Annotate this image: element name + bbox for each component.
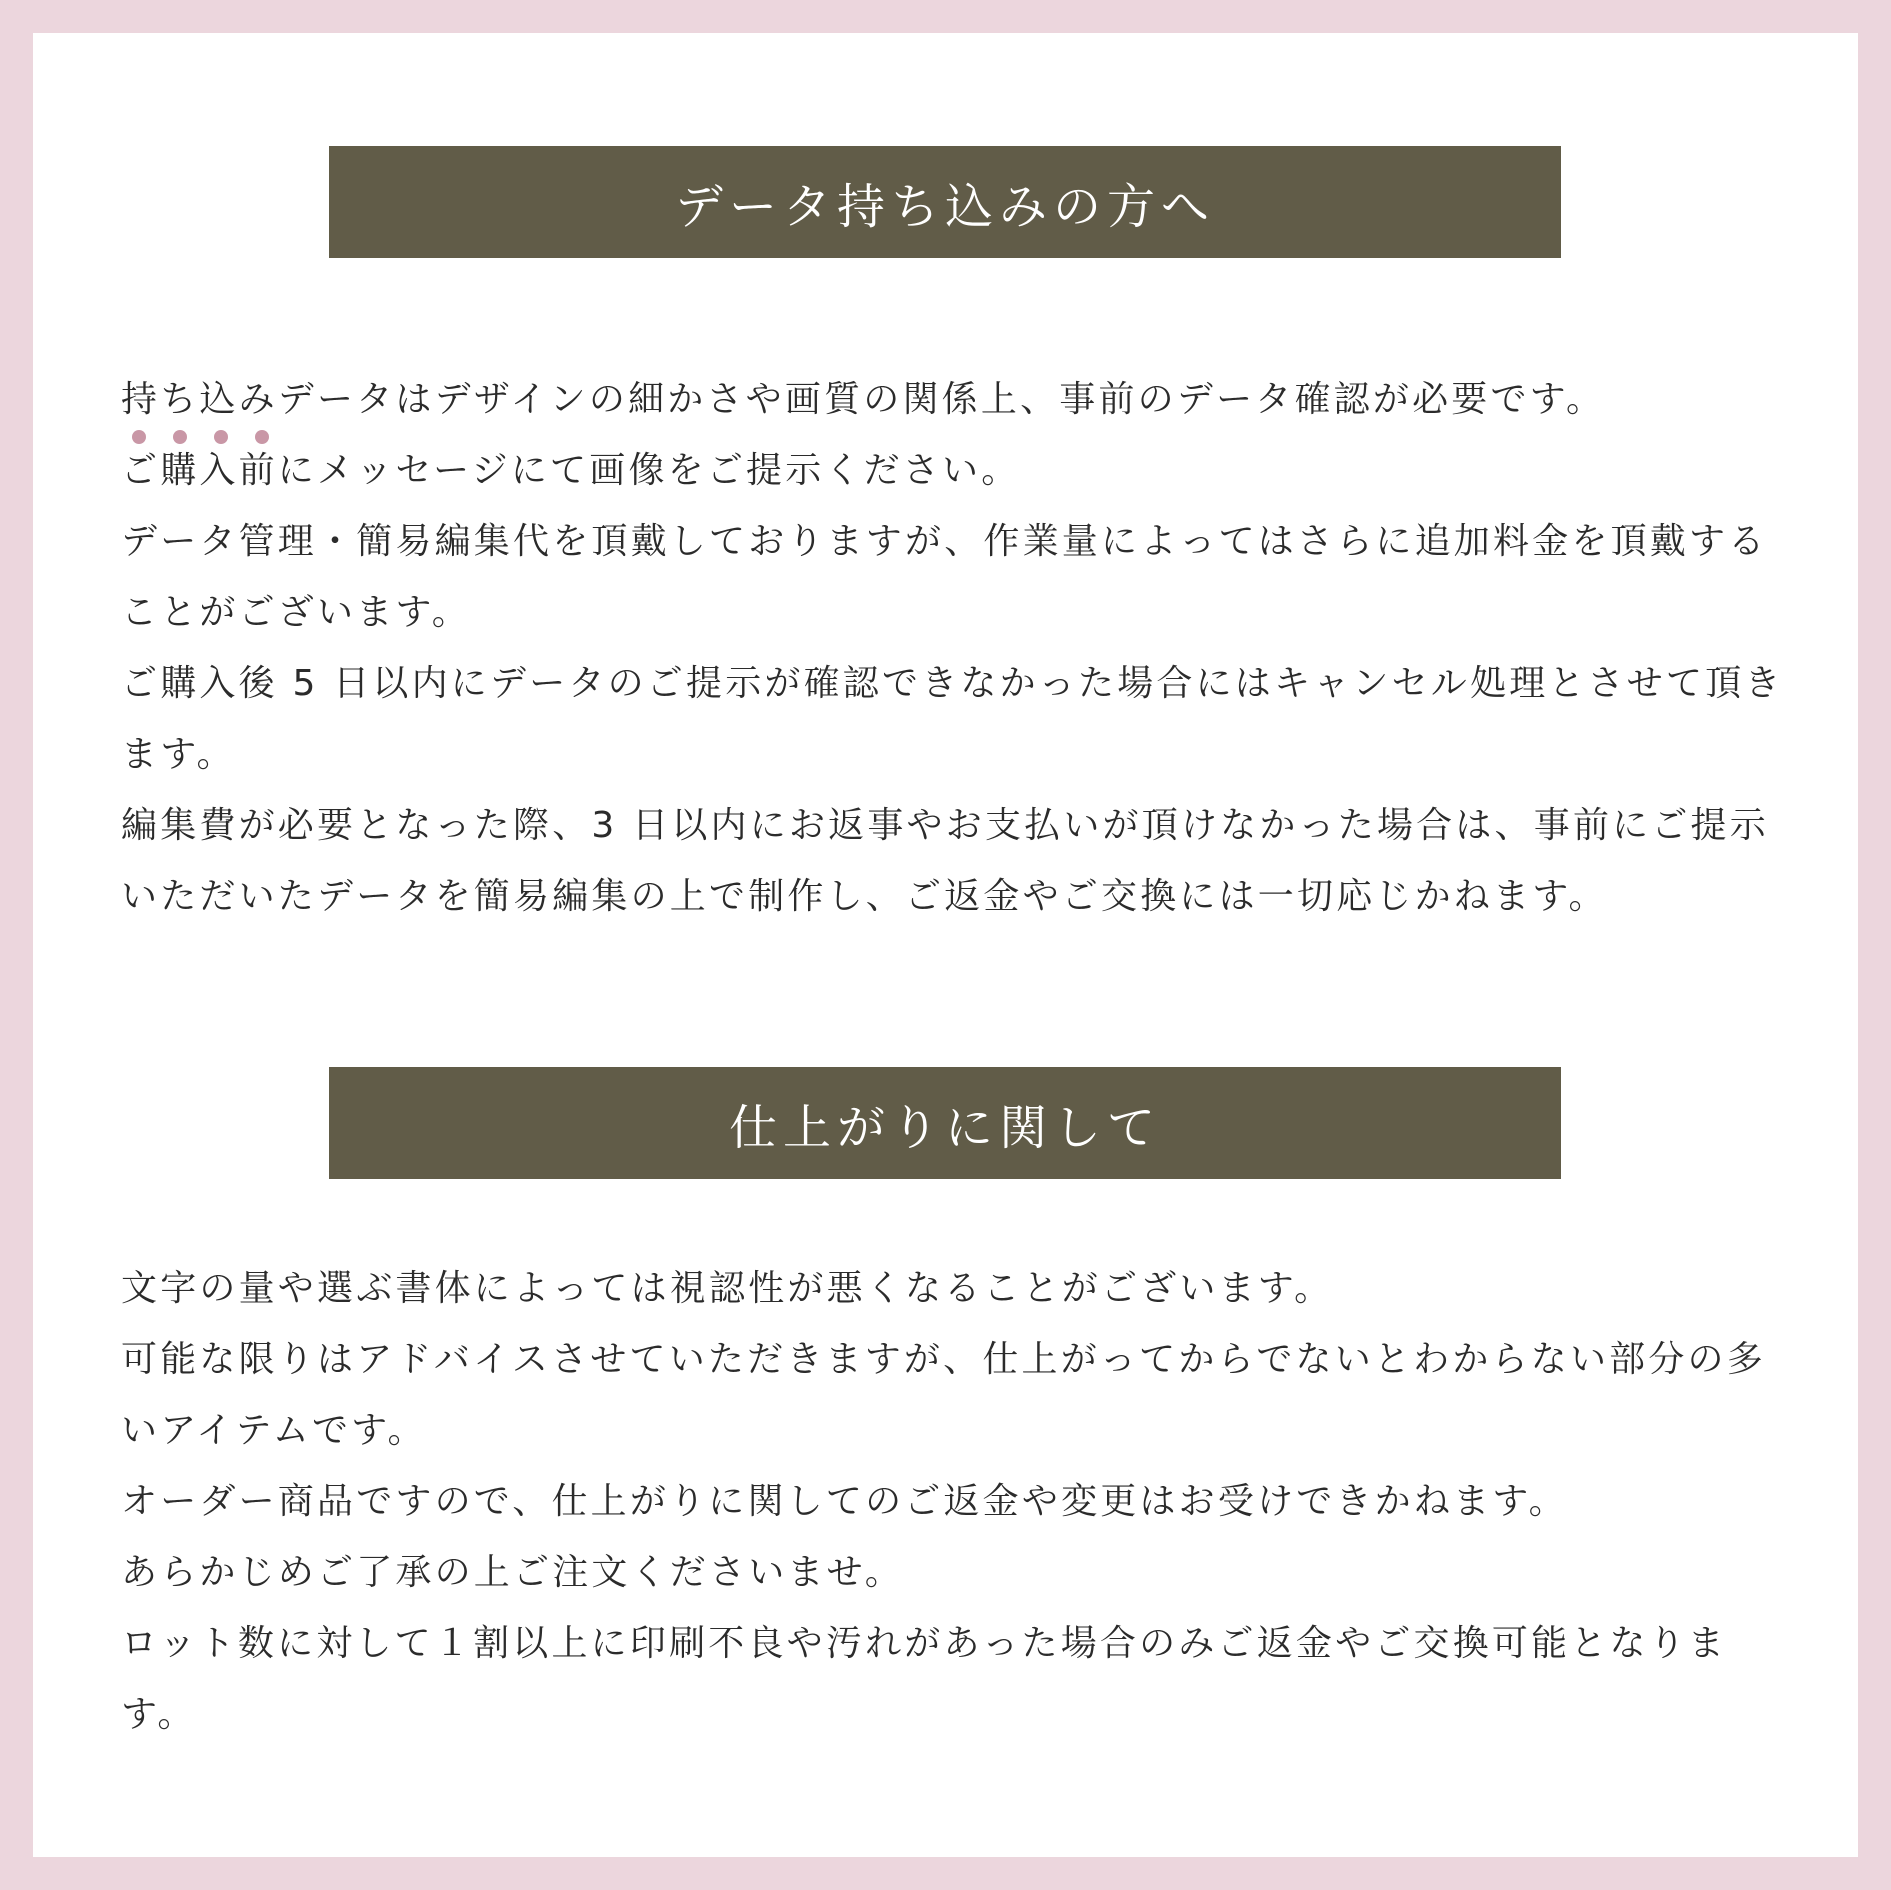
paragraph: 持ち込みデータはデザインの細かさや画質の関係上、事前のデータ確認が必要です。 (121, 379, 1606, 420)
emphasis-dots (132, 430, 269, 444)
section-heading-finish: 仕上がりに関して (329, 1067, 1561, 1179)
emphasis-dot (255, 430, 269, 444)
data-import-notes (121, 364, 1801, 932)
paragraph: データ管理・簡易編集代を頂戴しておりますが、作業量によってはさらに追加料金を頂戴することがございます。 (121, 521, 1768, 633)
finish-notes (121, 1253, 1801, 1750)
paragraph: 編集費が必要となった際、3 日以内にお返事やお支払いが頂けなかった場合は、事前にご提示いただいたデータを簡易編集の上で制作し、ご返金やご交換には一切応じかねます。 (121, 805, 1769, 917)
paragraph: あらかじめご了承の上ご注文くださいませ。 (121, 1552, 904, 1593)
paragraph: 文字の量や選ぶ書体によっては視認性が悪くなることがございます。 (121, 1268, 1334, 1309)
emphasis-dot (132, 430, 146, 444)
paragraph: ロット数に対して１割以上に印刷不良や汚れがあった場合のみご返金やご交換可能となります。 (121, 1623, 1728, 1735)
paragraph: ご購入前にメッセージにて画像をご提示ください。 (121, 450, 1021, 491)
emphasis-dot (214, 430, 228, 444)
section-heading-data-import: データ持ち込みの方へ (329, 146, 1561, 258)
emphasis-dot (173, 430, 187, 444)
paragraph: 可能な限りはアドバイスさせていただきますが、仕上がってからでないとわからない部分の多いアイテムです。 (121, 1339, 1766, 1451)
content-card (33, 33, 1858, 1857)
paragraph: オーダー商品ですので、仕上がりに関してのご返金や変更はお受けできかねます。 (121, 1481, 1568, 1522)
paragraph: ご購入後 5 日以内にデータのご提示が確認できなかった場合にはキャンセル処理とさせて頂きます。 (121, 663, 1784, 775)
